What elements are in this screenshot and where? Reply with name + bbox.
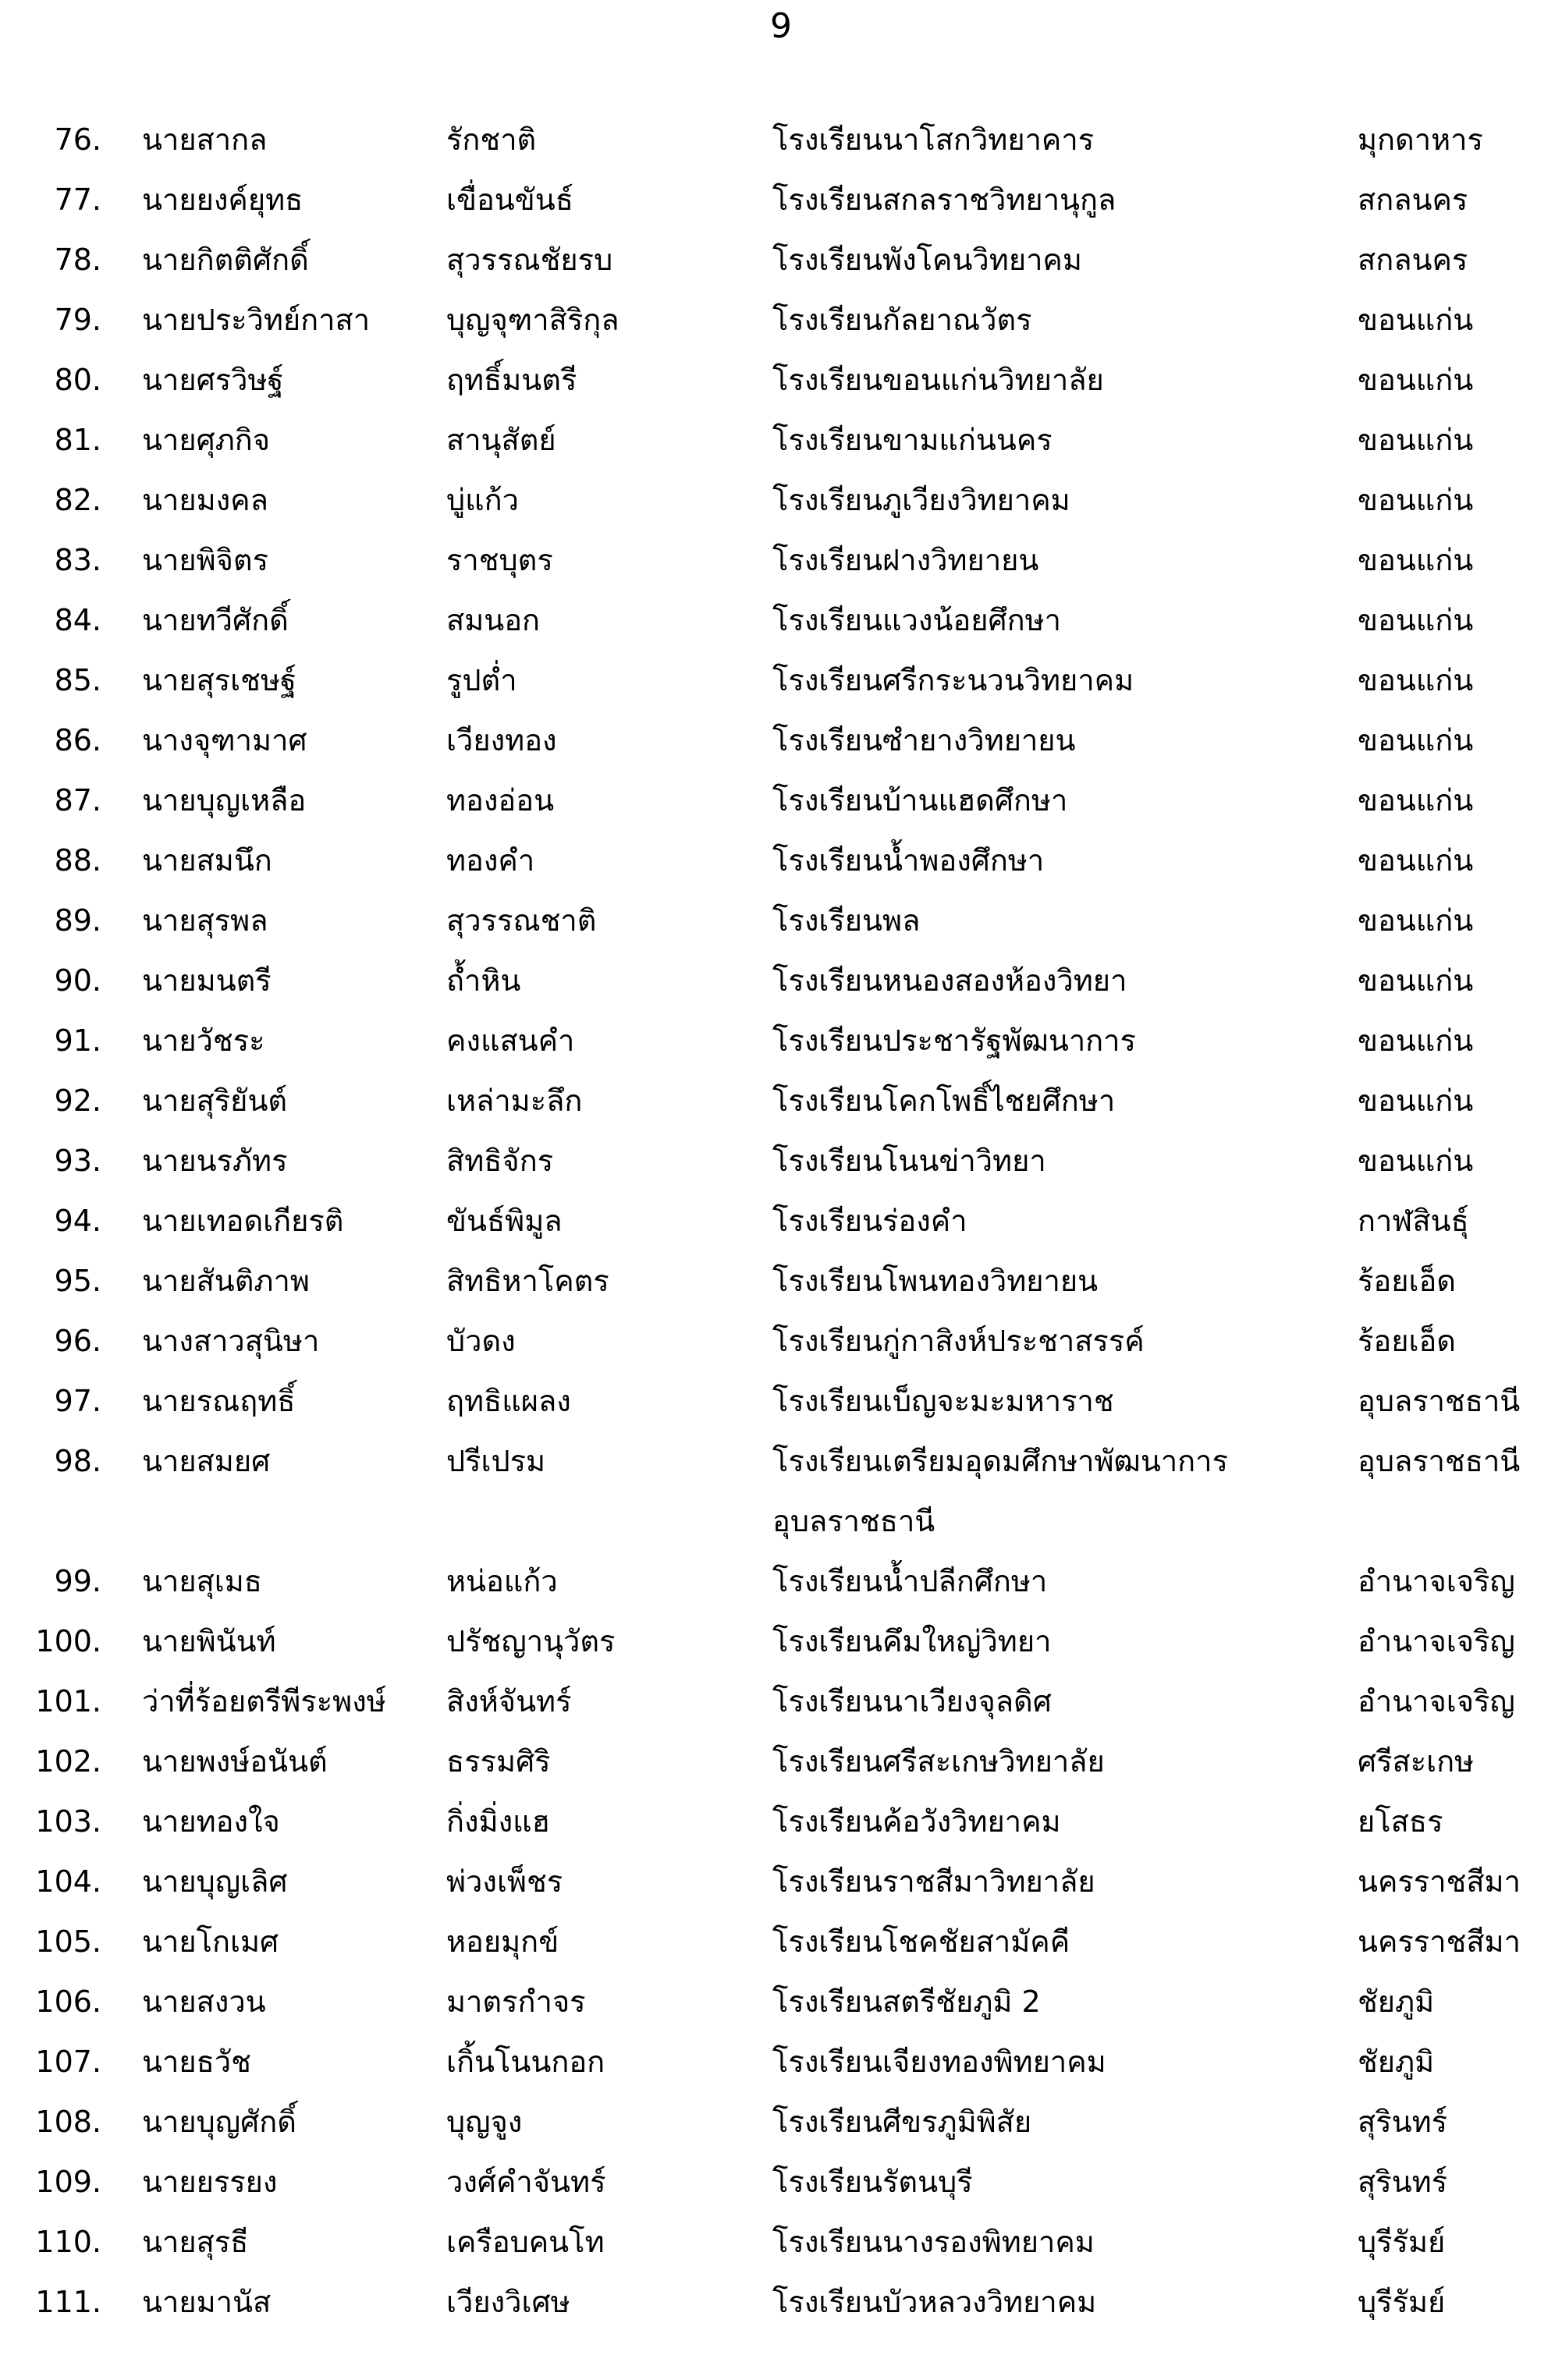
row-name-cell: นายสมนึก bbox=[142, 842, 272, 878]
row-surname-cell: สุวรรณชาติ bbox=[446, 903, 597, 938]
row-name-cell: นายรณฤทธิ์ bbox=[142, 1383, 296, 1418]
row-province-cell: อำนาจเจริญ bbox=[1358, 1623, 1515, 1658]
row-province-cell: ร้อยเอ็ด bbox=[1358, 1263, 1456, 1298]
table-row bbox=[0, 1190, 1562, 1250]
row-province-cell: อุบลราชธานี bbox=[1358, 1383, 1521, 1418]
row-province-cell: ขอนแก่น bbox=[1358, 963, 1474, 998]
row-school-cell: โรงเรียนหนองสองห้องวิทยา bbox=[772, 963, 1127, 998]
row-number-cell: 79. bbox=[54, 302, 101, 337]
row-school-cell: โรงเรียนประชารัฐพัฒนาการ bbox=[772, 1023, 1136, 1058]
row-number-cell: 109. bbox=[35, 2164, 101, 2199]
table-row bbox=[0, 1311, 1562, 1371]
row-school-cell: โรงเรียนสตรีชัยภูมิ 2 bbox=[772, 1984, 1041, 2019]
row-surname-cell: สมนอก bbox=[446, 602, 541, 637]
row-province-cell: ขอนแก่น bbox=[1358, 662, 1474, 697]
row-province-cell: ขอนแก่น bbox=[1358, 542, 1474, 577]
row-province-cell: สกลนคร bbox=[1358, 242, 1468, 277]
row-number-cell: 98. bbox=[54, 1443, 101, 1478]
row-province-cell: ขอนแก่น bbox=[1358, 482, 1474, 517]
row-surname-cell: คงแสนคำ bbox=[446, 1023, 575, 1058]
row-name-cell: นายมงคล bbox=[142, 482, 268, 517]
row-province-cell: ขอนแก่น bbox=[1358, 422, 1474, 457]
row-school-cell: โรงเรียนขามแก่นนคร bbox=[772, 422, 1053, 457]
row-province-cell: นครราชสีมา bbox=[1358, 1864, 1521, 1899]
row-school-cell: โรงเรียนซำยางวิทยายน bbox=[772, 722, 1076, 757]
row-name-cell: นายยงค์ยุทธ bbox=[142, 182, 304, 217]
page-number: 9 bbox=[770, 6, 792, 46]
row-surname-cell: ราชบุตร bbox=[446, 542, 553, 577]
row-number-cell: 80. bbox=[54, 362, 101, 397]
table-row bbox=[0, 1431, 1562, 1491]
row-number-cell: 95. bbox=[54, 1263, 101, 1298]
row-surname-cell: สุวรรณชัยรบ bbox=[446, 242, 613, 277]
row-school-cell: โรงเรียนน้ำปลีกศึกษา bbox=[772, 1563, 1048, 1598]
row-surname-cell: สิทธิจักร bbox=[446, 1143, 554, 1178]
row-surname-cell: บุญจูง bbox=[446, 2104, 523, 2139]
row-number-cell: 96. bbox=[54, 1323, 101, 1358]
row-name-cell: นายศรวิษฐ์ bbox=[142, 362, 284, 397]
table-row bbox=[0, 530, 1562, 590]
row-name-cell: นายมานัส bbox=[142, 2284, 272, 2319]
table-row bbox=[0, 650, 1562, 710]
row-name-cell: นายมนตรี bbox=[142, 963, 272, 998]
table-row bbox=[0, 2272, 1562, 2332]
row-name-cell: นายโกเมศ bbox=[142, 1924, 279, 1959]
row-province-cell: ร้อยเอ็ด bbox=[1358, 1323, 1456, 1358]
row-school-cell: อุบลราชธานี bbox=[772, 1503, 935, 1538]
row-school-cell: โรงเรียนค้อวังวิทยาคม bbox=[772, 1804, 1061, 1839]
table-row bbox=[0, 1911, 1562, 1971]
row-province-cell: ขอนแก่น bbox=[1358, 1083, 1474, 1118]
row-name-cell: นายสมยศ bbox=[142, 1443, 271, 1478]
row-surname-cell: กิ่งมิ่งแฮ bbox=[446, 1804, 550, 1839]
row-number-cell: 104. bbox=[35, 1864, 101, 1899]
row-school-cell: โรงเรียนเตรียมอุดมศึกษาพัฒนาการ bbox=[772, 1443, 1228, 1478]
row-number-cell: 76. bbox=[54, 122, 101, 157]
table-row bbox=[0, 109, 1562, 169]
row-province-cell: ขอนแก่น bbox=[1358, 842, 1474, 878]
table-row-continuation bbox=[0, 1491, 1562, 1551]
row-province-cell: อุบลราชธานี bbox=[1358, 1443, 1521, 1478]
row-number-cell: 85. bbox=[54, 662, 101, 697]
table-row bbox=[0, 169, 1562, 229]
row-school-cell: โรงเรียนพังโคนวิทยาคม bbox=[772, 242, 1082, 277]
table-row bbox=[0, 1371, 1562, 1431]
table-row bbox=[0, 410, 1562, 470]
table-row bbox=[0, 1130, 1562, 1190]
table-row bbox=[0, 229, 1562, 289]
row-province-cell: ขอนแก่น bbox=[1358, 782, 1474, 818]
row-province-cell: สกลนคร bbox=[1358, 182, 1468, 217]
row-name-cell: นายทองใจ bbox=[142, 1804, 280, 1839]
row-number-cell: 81. bbox=[54, 422, 101, 457]
row-number-cell: 91. bbox=[54, 1023, 101, 1058]
row-school-cell: โรงเรียนแวงน้อยศึกษา bbox=[772, 602, 1061, 637]
row-number-cell: 77. bbox=[54, 182, 101, 217]
row-school-cell: โรงเรียนนาโสกวิทยาคาร bbox=[772, 122, 1095, 157]
row-surname-cell: วงศ์คำจันทร์ bbox=[446, 2164, 606, 2199]
row-number-cell: 99. bbox=[54, 1563, 101, 1598]
row-school-cell: โรงเรียนโนนข่าวิทยา bbox=[772, 1143, 1046, 1178]
row-province-cell: สุรินทร์ bbox=[1358, 2104, 1448, 2139]
row-surname-cell: บู่แก้ว bbox=[446, 482, 519, 517]
row-province-cell: อำนาจเจริญ bbox=[1358, 1563, 1515, 1598]
row-school-cell: โรงเรียนร่องคำ bbox=[772, 1203, 967, 1238]
table-row bbox=[0, 2212, 1562, 2272]
row-school-cell: โรงเรียนโคกโพธิ์ไชยศึกษา bbox=[772, 1083, 1116, 1118]
table-row bbox=[0, 950, 1562, 1010]
row-surname-cell: บัวดง bbox=[446, 1323, 516, 1358]
row-surname-cell: ปรัชญานุวัตร bbox=[446, 1623, 616, 1658]
table-row bbox=[0, 830, 1562, 890]
row-school-cell: โรงเรียนศีขรภูมิพิสัย bbox=[772, 2104, 1032, 2139]
table-row bbox=[0, 1731, 1562, 1791]
row-number-cell: 102. bbox=[35, 1743, 101, 1779]
row-surname-cell: หน่อแก้ว bbox=[446, 1563, 558, 1598]
table-row bbox=[0, 2091, 1562, 2151]
row-number-cell: 105. bbox=[35, 1924, 101, 1959]
row-number-cell: 93. bbox=[54, 1143, 101, 1178]
row-surname-cell: เขื่อนขันธ์ bbox=[446, 182, 573, 217]
row-surname-cell: ธรรมศิริ bbox=[446, 1743, 551, 1779]
row-surname-cell: ปรีเปรม bbox=[446, 1443, 546, 1478]
row-number-cell: 83. bbox=[54, 542, 101, 577]
row-province-cell: ชัยภูมิ bbox=[1358, 2044, 1435, 2079]
row-province-cell: ขอนแก่น bbox=[1358, 602, 1474, 637]
row-school-cell: โรงเรียนภูเวียงวิทยาคม bbox=[772, 482, 1070, 517]
row-surname-cell: รูปต่ำ bbox=[446, 662, 517, 697]
row-surname-cell: เวียงทอง bbox=[446, 722, 557, 757]
row-school-cell: โรงเรียนน้ำพองศึกษา bbox=[772, 842, 1045, 878]
row-school-cell: โรงเรียนกัลยาณวัตร bbox=[772, 302, 1032, 337]
row-surname-cell: สานุสัตย์ bbox=[446, 422, 556, 457]
row-school-cell: โรงเรียนขอนแก่นวิทยาลัย bbox=[772, 362, 1104, 397]
row-name-cell: นางจุฑามาศ bbox=[142, 722, 307, 757]
row-province-cell: ขอนแก่น bbox=[1358, 1143, 1474, 1178]
row-province-cell: ขอนแก่น bbox=[1358, 1023, 1474, 1058]
row-surname-cell: เครือบคนโท bbox=[446, 2224, 605, 2259]
row-province-cell: สุรินทร์ bbox=[1358, 2164, 1448, 2199]
row-name-cell: นายบุญศักดิ์ bbox=[142, 2104, 296, 2139]
teacher-roster-table bbox=[0, 109, 1562, 2332]
row-number-cell: 97. bbox=[54, 1383, 101, 1418]
table-row bbox=[0, 1250, 1562, 1311]
table-row bbox=[0, 470, 1562, 530]
row-name-cell: นายพินันท์ bbox=[142, 1623, 276, 1658]
row-province-cell: บุรีรัมย์ bbox=[1358, 2284, 1446, 2319]
row-school-cell: โรงเรียนบ้านแฮดศึกษา bbox=[772, 782, 1068, 818]
row-name-cell: นายสากล bbox=[142, 122, 268, 157]
row-name-cell: นายสุริยันต์ bbox=[142, 1083, 288, 1118]
row-province-cell: ขอนแก่น bbox=[1358, 903, 1474, 938]
row-province-cell: ยโสธร bbox=[1358, 1804, 1443, 1839]
row-name-cell: นายธวัช bbox=[142, 2044, 251, 2079]
table-row bbox=[0, 770, 1562, 830]
row-number-cell: 78. bbox=[54, 242, 101, 277]
row-province-cell: ชัยภูมิ bbox=[1358, 1984, 1435, 2019]
row-name-cell: นายพิจิตร bbox=[142, 542, 268, 577]
row-surname-cell: หอยมุกข์ bbox=[446, 1924, 559, 1959]
row-number-cell: 101. bbox=[35, 1683, 101, 1718]
row-name-cell: นายสุเมธ bbox=[142, 1563, 263, 1598]
row-number-cell: 90. bbox=[54, 963, 101, 998]
row-surname-cell: ทองอ่อน bbox=[446, 782, 555, 818]
row-number-cell: 106. bbox=[35, 1984, 101, 2019]
row-surname-cell: ฤทธิแผลง bbox=[446, 1383, 571, 1418]
row-surname-cell: พ่วงเพ็ชร bbox=[446, 1864, 563, 1899]
table-row bbox=[0, 2031, 1562, 2091]
row-number-cell: 103. bbox=[35, 1804, 101, 1839]
row-school-cell: โรงเรียนนาเวียงจุลดิศ bbox=[772, 1683, 1052, 1718]
row-name-cell: นายสุรเชษฐ์ bbox=[142, 662, 296, 697]
row-name-cell: นายเทอดเกียรติ bbox=[142, 1203, 344, 1238]
row-surname-cell: มาตรกำจร bbox=[446, 1984, 586, 2019]
row-number-cell: 92. bbox=[54, 1083, 101, 1118]
row-number-cell: 86. bbox=[54, 722, 101, 757]
row-school-cell: โรงเรียนคึมใหญ่วิทยา bbox=[772, 1623, 1052, 1658]
row-number-cell: 94. bbox=[54, 1203, 101, 1238]
row-school-cell: โรงเรียนกู่กาสิงห์ประชาสรรค์ bbox=[772, 1323, 1145, 1358]
row-name-cell: นายสุรพล bbox=[142, 903, 268, 938]
row-number-cell: 88. bbox=[54, 842, 101, 878]
table-row bbox=[0, 1551, 1562, 1611]
row-number-cell: 84. bbox=[54, 602, 101, 637]
row-school-cell: โรงเรียนนางรองพิทยาคม bbox=[772, 2224, 1095, 2259]
row-name-cell: นายบุญเลิศ bbox=[142, 1864, 288, 1899]
row-surname-cell: ฤทธิ์มนตรี bbox=[446, 362, 577, 397]
row-province-cell: อำนาจเจริญ bbox=[1358, 1683, 1515, 1718]
row-province-cell: บุรีรัมย์ bbox=[1358, 2224, 1446, 2259]
row-name-cell: นายประวิทย์กาสา bbox=[142, 302, 371, 337]
row-surname-cell: รักชาติ bbox=[446, 122, 537, 157]
row-province-cell: ขอนแก่น bbox=[1358, 362, 1474, 397]
row-number-cell: 100. bbox=[35, 1623, 101, 1658]
row-name-cell: นายบุญเหลือ bbox=[142, 782, 307, 818]
table-row bbox=[0, 1791, 1562, 1851]
row-province-cell: ขอนแก่น bbox=[1358, 302, 1474, 337]
row-school-cell: โรงเรียนรัตนบุรี bbox=[772, 2164, 973, 2199]
row-surname-cell: เวียงวิเศษ bbox=[446, 2284, 570, 2319]
row-name-cell: นายสันติภาพ bbox=[142, 1263, 310, 1298]
row-surname-cell: สิงห์จันทร์ bbox=[446, 1683, 572, 1718]
table-row bbox=[0, 1851, 1562, 1911]
row-province-cell: นครราชสีมา bbox=[1358, 1924, 1521, 1959]
row-surname-cell: เหล่ามะลึก bbox=[446, 1083, 583, 1118]
row-number-cell: 87. bbox=[54, 782, 101, 818]
row-surname-cell: เกิ้นโนนกอก bbox=[446, 2044, 605, 2079]
row-number-cell: 107. bbox=[35, 2044, 101, 2079]
row-name-cell: นายทวีศักดิ์ bbox=[142, 602, 289, 637]
table-row bbox=[0, 1671, 1562, 1731]
row-school-cell: โรงเรียนศรีกระนวนวิทยาคม bbox=[772, 662, 1134, 697]
row-surname-cell: ถ้ำหิน bbox=[446, 963, 521, 998]
row-name-cell: นายนรภัทร bbox=[142, 1143, 288, 1178]
row-name-cell: นายศุภกิจ bbox=[142, 422, 271, 457]
table-row bbox=[0, 1070, 1562, 1130]
row-surname-cell: ทองคำ bbox=[446, 842, 535, 878]
row-school-cell: โรงเรียนศรีสะเกษวิทยาลัย bbox=[772, 1743, 1105, 1779]
row-school-cell: โรงเรียนเบ็ญจะมะมหาราช bbox=[772, 1383, 1114, 1418]
row-number-cell: 110. bbox=[35, 2224, 101, 2259]
row-school-cell: โรงเรียนราชสีมาวิทยาลัย bbox=[772, 1864, 1095, 1899]
row-name-cell: นายวัชระ bbox=[142, 1023, 265, 1058]
row-province-cell: ขอนแก่น bbox=[1358, 722, 1474, 757]
row-name-cell: นางสาวสุนิษา bbox=[142, 1323, 320, 1358]
table-row bbox=[0, 1971, 1562, 2031]
row-surname-cell: บุญจุฑาสิริกุล bbox=[446, 302, 619, 337]
row-number-cell: 108. bbox=[35, 2104, 101, 2139]
table-row bbox=[0, 289, 1562, 349]
row-school-cell: โรงเรียนสกลราชวิทยานุกูล bbox=[772, 182, 1116, 217]
row-name-cell: นายสงวน bbox=[142, 1984, 266, 2019]
row-surname-cell: สิทธิหาโคตร bbox=[446, 1263, 609, 1298]
table-row bbox=[0, 349, 1562, 410]
row-school-cell: โรงเรียนโชคชัยสามัคคี bbox=[772, 1924, 1070, 1959]
table-row bbox=[0, 1611, 1562, 1671]
row-name-cell: นายกิตติศักดิ์ bbox=[142, 242, 309, 277]
row-name-cell: นายสุรธี bbox=[142, 2224, 249, 2259]
table-row bbox=[0, 890, 1562, 950]
row-province-cell: มุกดาหาร bbox=[1358, 122, 1483, 157]
row-number-cell: 89. bbox=[54, 903, 101, 938]
table-row bbox=[0, 710, 1562, 770]
row-province-cell: กาฬสินธุ์ bbox=[1358, 1203, 1469, 1238]
row-school-cell: โรงเรียนฝางวิทยายน bbox=[772, 542, 1039, 577]
row-school-cell: โรงเรียนพล bbox=[772, 903, 921, 938]
row-name-cell: ว่าที่ร้อยตรีพีระพงษ์ bbox=[142, 1683, 386, 1718]
row-school-cell: โรงเรียนเจียงทองพิทยาคม bbox=[772, 2044, 1106, 2079]
row-name-cell: นายยรรยง bbox=[142, 2164, 278, 2199]
row-name-cell: นายพงษ์อนันต์ bbox=[142, 1743, 328, 1779]
table-row bbox=[0, 1010, 1562, 1070]
row-province-cell: ศรีสะเกษ bbox=[1358, 1743, 1475, 1779]
row-number-cell: 111. bbox=[35, 2284, 101, 2319]
table-row bbox=[0, 590, 1562, 650]
row-school-cell: โรงเรียนบัวหลวงวิทยาคม bbox=[772, 2284, 1097, 2319]
table-row bbox=[0, 2151, 1562, 2212]
row-surname-cell: ขันธ์พิมูล bbox=[446, 1203, 563, 1238]
row-number-cell: 82. bbox=[54, 482, 101, 517]
row-school-cell: โรงเรียนโพนทองวิทยายน bbox=[772, 1263, 1099, 1298]
